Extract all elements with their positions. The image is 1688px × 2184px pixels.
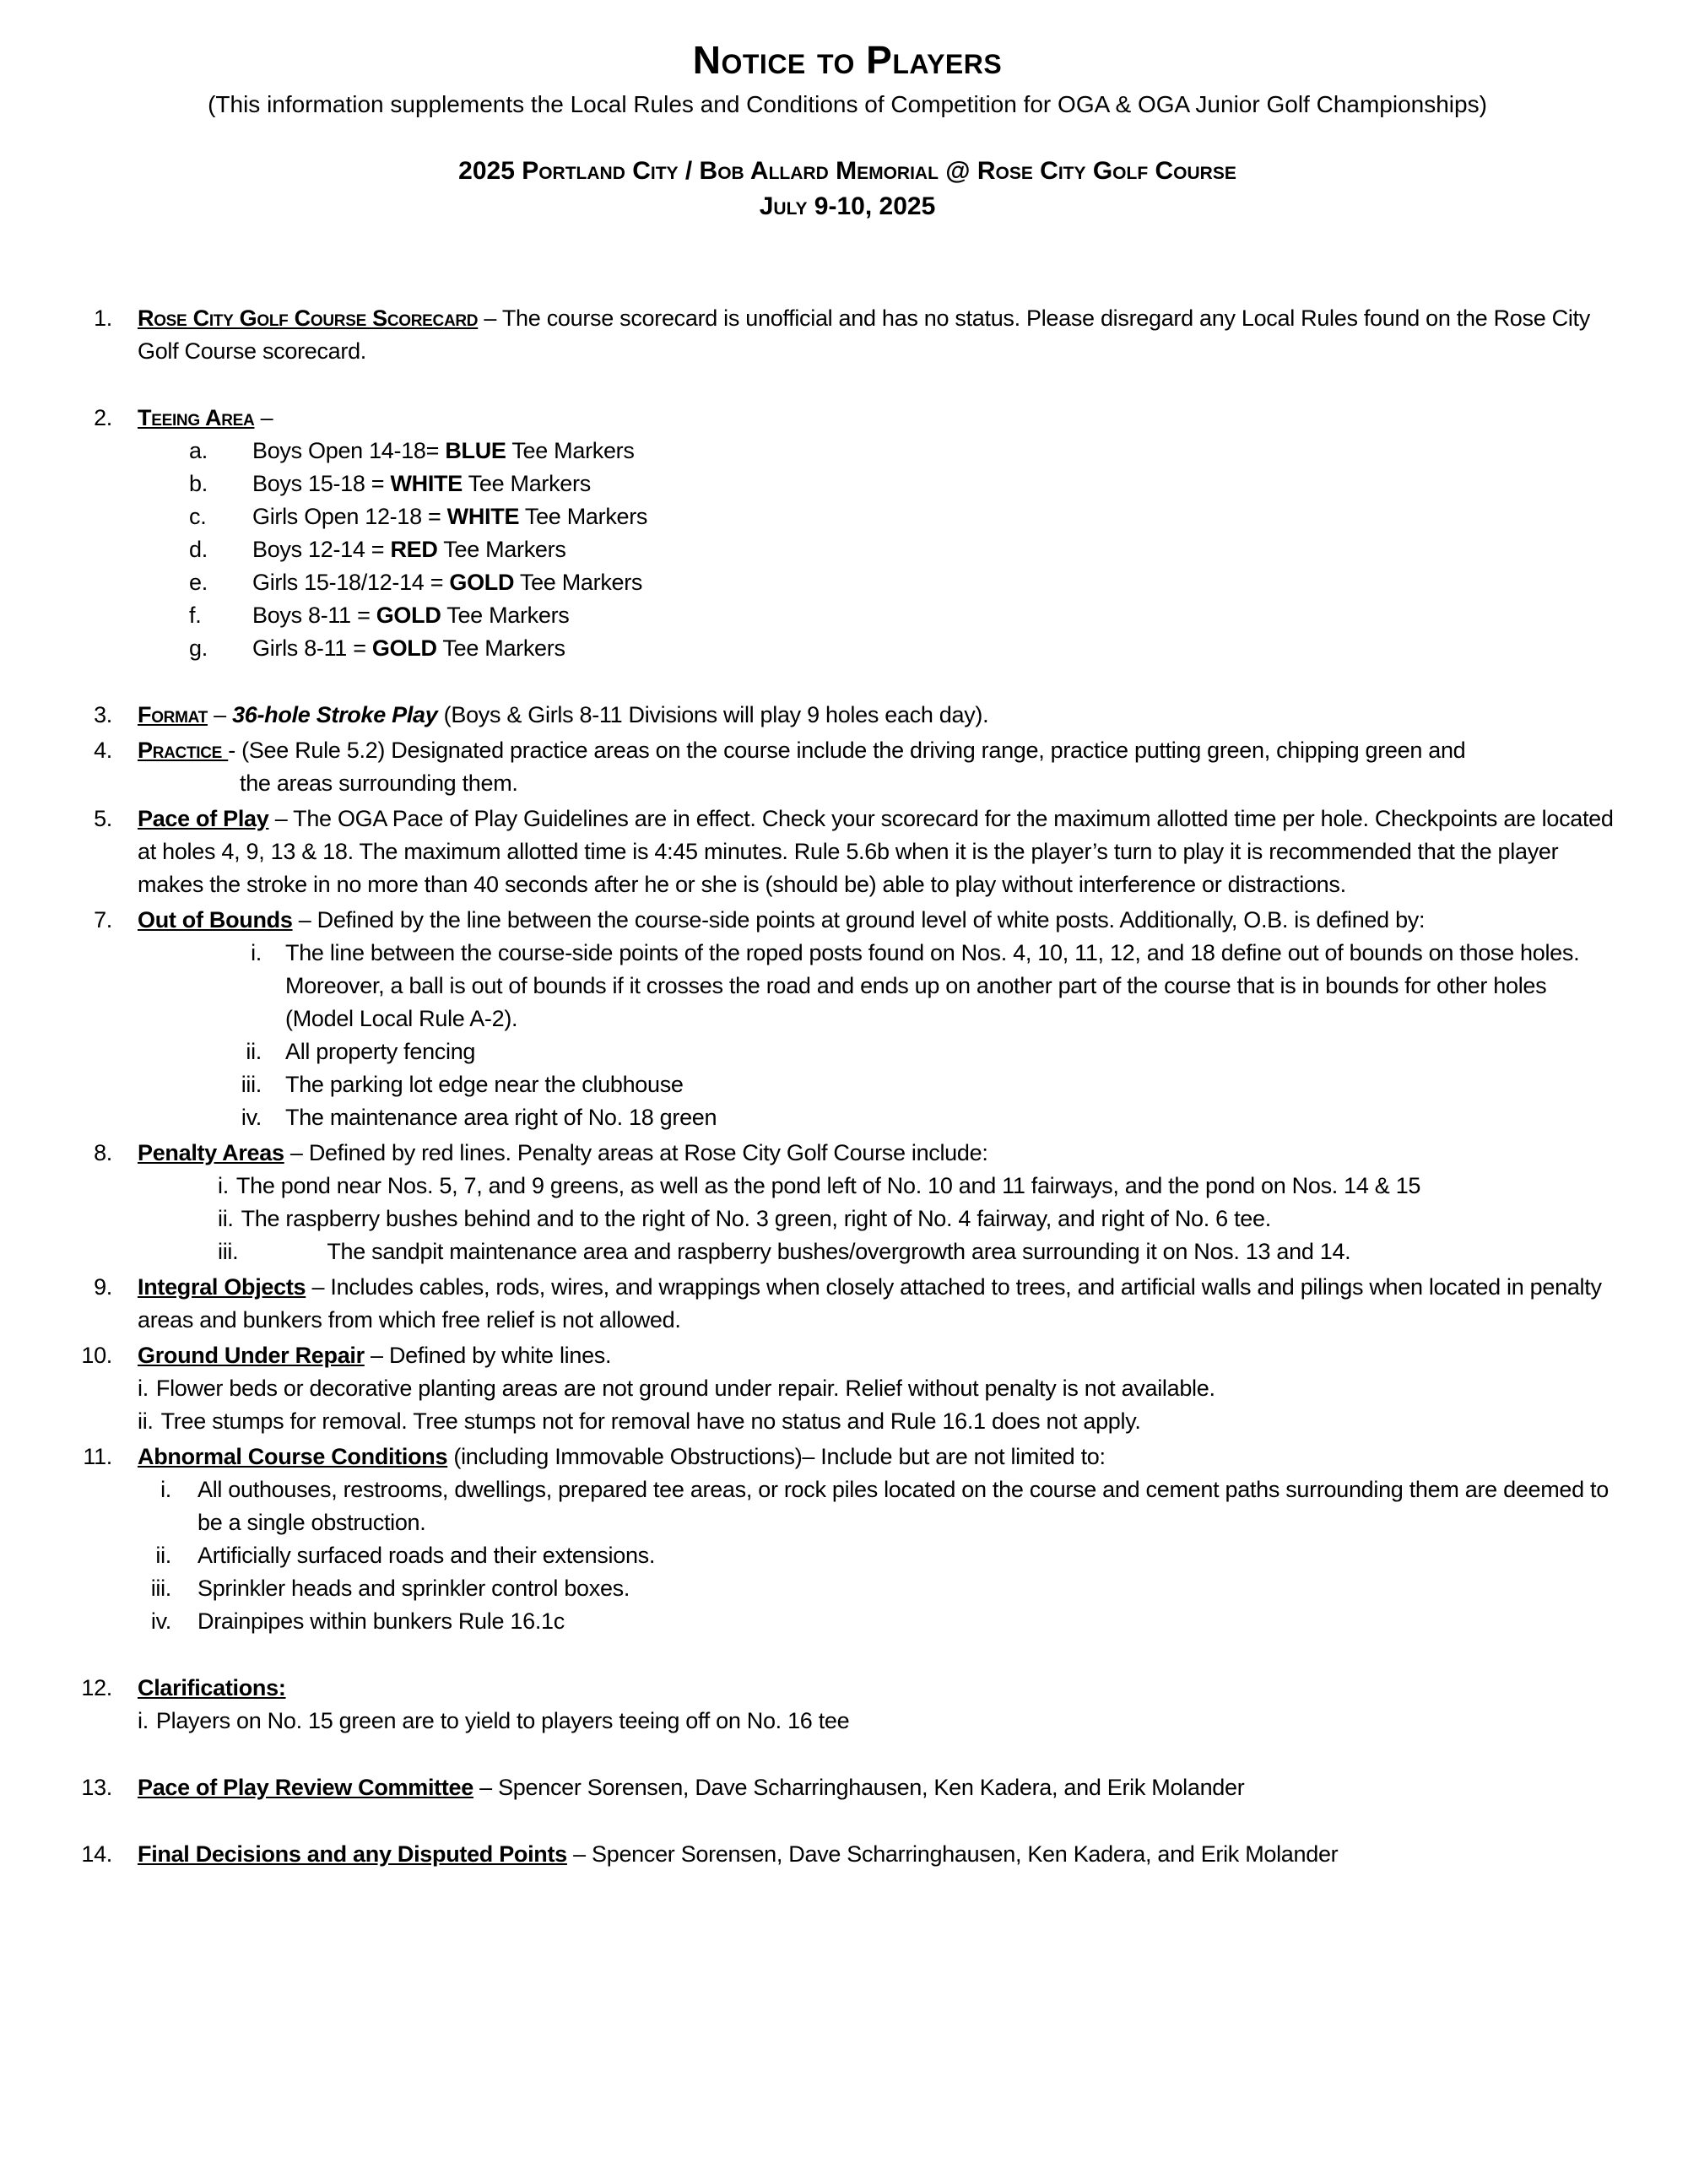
document-header bbox=[74, 37, 1620, 221]
item-heading-line bbox=[138, 734, 1620, 767]
rule-item-practice bbox=[74, 734, 1620, 800]
tee-suffix: Tee Markers bbox=[462, 471, 591, 496]
item-number: 9. bbox=[94, 1274, 112, 1300]
sub-item-marker: iv. bbox=[150, 1608, 171, 1634]
sub-item-marker: iii. bbox=[150, 1576, 171, 1601]
item-content bbox=[138, 1137, 1620, 1268]
penalty-sub-ii bbox=[218, 1203, 1620, 1235]
rule-item-scorecard bbox=[74, 302, 1620, 368]
item-content bbox=[138, 302, 1620, 368]
item-text: – The course scorecard is unofficial and has no status. Please disregard any Local Rules found on the Rose City Golf Course scorecard. bbox=[138, 305, 1590, 364]
sub-item-marker: g. bbox=[189, 635, 208, 661]
sub-item-marker: i. bbox=[218, 1173, 229, 1198]
item-dash: – bbox=[207, 702, 233, 727]
item-text: - (See Rule 5.2) Designated practice areas on the course include the driving range, practice putting green, chipping green and bbox=[228, 738, 1466, 763]
item-heading-line bbox=[138, 904, 1620, 937]
rule-item-final-decisions bbox=[74, 1838, 1620, 1871]
item-text: (including Immovable Obstructions)– Include but are not limited to: bbox=[447, 1444, 1106, 1469]
sub-item-text bbox=[252, 500, 1620, 533]
sub-item-text bbox=[252, 533, 1620, 566]
sub-item-text: Tree stumps for removal. Tree stumps not for removal have no status and Rule 16.1 does not apply. bbox=[160, 1408, 1141, 1434]
penalty-sub-iii bbox=[218, 1235, 1620, 1268]
gur-sub-i bbox=[138, 1372, 1620, 1405]
item-content bbox=[138, 904, 1620, 1134]
item-text: – Includes cables, rods, wires, and wrappings when closely attached to trees, and artificial walls and pilings when located in penalty areas and bunkers from which free relief is not allowed. bbox=[138, 1274, 1602, 1333]
acc-sub-iii bbox=[138, 1572, 1620, 1605]
item-number: 13. bbox=[81, 1775, 112, 1800]
item-heading: Teeing Area bbox=[138, 405, 255, 430]
sub-item-text: The maintenance area right of No. 18 green bbox=[285, 1105, 717, 1130]
sub-item-marker: c. bbox=[189, 504, 207, 529]
tee-suffix: Tee Markers bbox=[437, 537, 566, 562]
item-text: – Spencer Sorensen, Dave Scharringhausen, Ken Kadera, and Erik Molander bbox=[566, 1841, 1339, 1867]
item-text-continued: the areas surrounding them. bbox=[240, 770, 518, 796]
tee-group: Boys 8-11 = bbox=[252, 603, 376, 628]
item-text: – Defined by white lines. bbox=[364, 1343, 612, 1368]
item-content bbox=[138, 1771, 1620, 1804]
tee-color: WHITE bbox=[446, 504, 520, 529]
sub-item-text: Players on No. 15 green are to yield to players teeing off on No. 16 tee bbox=[155, 1708, 850, 1733]
tee-group: Girls Open 12-18 = bbox=[252, 504, 447, 529]
rule-item-penalty-areas bbox=[74, 1137, 1620, 1268]
tee-color: GOLD bbox=[376, 603, 441, 628]
item-heading-line bbox=[138, 1137, 1620, 1170]
item-heading: Pace of Play bbox=[138, 806, 269, 831]
item-text: – Spencer Sorensen, Dave Scharringhausen, Ken Kadera, and Erik Molander bbox=[473, 1775, 1245, 1800]
acc-sub-iv bbox=[138, 1605, 1620, 1638]
item-emphasis: 36-hole Stroke Play bbox=[232, 702, 438, 727]
sub-item-text bbox=[252, 632, 1620, 665]
penalty-sub-i bbox=[218, 1170, 1620, 1203]
tee-suffix: Tee Markers bbox=[519, 504, 648, 529]
tee-marker-row-f bbox=[138, 599, 1620, 632]
item-heading: Clarifications: bbox=[138, 1675, 286, 1700]
tee-group: Boys Open 14-18= bbox=[252, 438, 446, 463]
tee-marker-row-c bbox=[138, 500, 1620, 533]
event-title: 2025 Portland City / Bob Allard Memorial @ Rose City Golf Course bbox=[458, 157, 1236, 185]
tee-suffix: Tee Markers bbox=[436, 635, 565, 661]
oob-sub-iv bbox=[138, 1101, 1620, 1134]
sub-item-marker: i. bbox=[160, 1477, 171, 1502]
oob-sub-ii bbox=[138, 1035, 1620, 1068]
tee-marker-row-b bbox=[138, 468, 1620, 500]
sub-item-text bbox=[252, 468, 1620, 500]
sub-item-text: The sandpit maintenance area and raspberry bushes/overgrowth area surrounding it on Nos. 13 and 14. bbox=[327, 1239, 1351, 1264]
gur-sub-ii bbox=[138, 1405, 1620, 1438]
rule-item-pace-review-committee bbox=[74, 1771, 1620, 1804]
item-text: – bbox=[254, 405, 273, 430]
document-subtitle: (This information supplements the Local Rules and Conditions of Competition for OGA & OGA Junior Golf Championships) bbox=[208, 91, 1487, 117]
oob-sub-iii bbox=[138, 1068, 1620, 1101]
item-number: 8. bbox=[94, 1140, 112, 1165]
event-date: July 9-10, 2025 bbox=[759, 192, 936, 220]
item-content bbox=[138, 699, 1620, 732]
item-text: – Defined by red lines. Penalty areas at Rose City Golf Course include: bbox=[284, 1140, 988, 1165]
item-heading: Integral Objects bbox=[138, 1274, 306, 1300]
sub-item-marker: ii. bbox=[138, 1408, 154, 1434]
rule-item-pace-of-play bbox=[74, 803, 1620, 901]
item-content bbox=[138, 734, 1620, 800]
item-number: 1. bbox=[94, 305, 112, 331]
tee-group: Boys 15-18 = bbox=[252, 471, 391, 496]
item-content bbox=[138, 402, 1620, 665]
sub-item-text bbox=[252, 566, 1620, 599]
sub-item-marker: iii. bbox=[241, 1072, 262, 1097]
rule-item-out-of-bounds bbox=[74, 904, 1620, 1134]
sub-item-text: The line between the course-side points of the roped posts found on Nos. 4, 10, 11, 12, and 18 define out of bounds on those holes. Moreover, a ball is out of bounds if it crosses the road and ends up on another part of the course that is in bounds for other holes (Model Local Rule A-2). bbox=[285, 940, 1580, 1031]
item-heading-line bbox=[138, 1441, 1620, 1473]
rule-item-ground-under-repair bbox=[74, 1339, 1620, 1438]
sub-item-text bbox=[252, 435, 1620, 468]
oob-sub-i bbox=[138, 937, 1620, 1035]
rule-item-format bbox=[74, 699, 1620, 732]
item-number: 7. bbox=[94, 907, 112, 933]
item-number: 14. bbox=[81, 1841, 112, 1867]
rule-item-clarifications bbox=[74, 1672, 1620, 1738]
sub-item-marker: i. bbox=[138, 1708, 149, 1733]
sub-item-marker: i. bbox=[138, 1376, 149, 1401]
item-content bbox=[138, 1838, 1620, 1871]
item-number: 11. bbox=[83, 1444, 112, 1469]
sub-item-text: All property fencing bbox=[285, 1039, 476, 1064]
sub-item-marker: b. bbox=[189, 471, 208, 496]
item-heading: Format bbox=[138, 702, 208, 727]
sub-item-text: Sprinkler heads and sprinkler control boxes. bbox=[197, 1576, 630, 1601]
tee-marker-row-d bbox=[138, 533, 1620, 566]
rule-item-teeing-area bbox=[74, 402, 1620, 665]
item-text: (Boys & Girls 8-11 Divisions will play 9 holes each day). bbox=[437, 702, 989, 727]
item-number: 3. bbox=[94, 702, 112, 727]
tee-suffix: Tee Markers bbox=[506, 438, 635, 463]
item-number: 5. bbox=[94, 806, 112, 831]
sub-item-marker: e. bbox=[189, 570, 208, 595]
item-number: 4. bbox=[94, 738, 112, 763]
document-title: Notice to Players bbox=[692, 38, 1003, 82]
sub-item-marker: a. bbox=[189, 438, 208, 463]
item-heading: Penalty Areas bbox=[138, 1140, 284, 1165]
item-heading: Rose City Golf Course Scorecard bbox=[138, 305, 479, 331]
tee-marker-row-g bbox=[138, 632, 1620, 665]
rule-item-integral-objects bbox=[74, 1271, 1620, 1337]
item-heading: Final Decisions and any Disputed Points bbox=[138, 1841, 567, 1867]
item-text: – The OGA Pace of Play Guidelines are in effect. Check your scorecard for the maximum allotted time per hole. Checkpoints are located at holes 4, 9, 13 & 18. The maximum allotted time is 4:45 minutes. Rule 5.6b when it is the player’s turn to play it is recommended that the player makes the stroke in no more than 40 seconds after he or she is (should be) able to play without interference or distractions. bbox=[138, 806, 1614, 897]
item-text: – Defined by the line between the course-side points at ground level of white posts. Additionally, O.B. is defined by: bbox=[292, 907, 1426, 933]
sub-item-marker: f. bbox=[189, 603, 202, 628]
sub-item-text: Flower beds or decorative planting areas are not ground under repair. Relief without penalty is not available. bbox=[155, 1376, 1215, 1401]
sub-item-text bbox=[252, 599, 1620, 632]
tee-suffix: Tee Markers bbox=[441, 603, 570, 628]
rule-item-abnormal-course-conditions bbox=[74, 1441, 1620, 1638]
item-heading: Ground Under Repair bbox=[138, 1343, 365, 1368]
tee-color: RED bbox=[390, 537, 438, 562]
sub-item-text: The raspberry bushes behind and to the right of No. 3 green, right of No. 4 fairway, and right of No. 6 tee. bbox=[241, 1206, 1271, 1231]
item-content bbox=[138, 1271, 1620, 1337]
sub-item-marker: iv. bbox=[241, 1105, 262, 1130]
tee-color: GOLD bbox=[371, 635, 437, 661]
item-heading: Pace of Play Review Committee bbox=[138, 1775, 473, 1800]
sub-item-text: All outhouses, restrooms, dwellings, prepared tee areas, or rock piles located on the course and cement paths surrounding them are deemed to be a single obstruction. bbox=[197, 1477, 1609, 1535]
item-content bbox=[138, 1339, 1620, 1438]
item-heading: Abnormal Course Conditions bbox=[138, 1444, 448, 1469]
sub-item-text: Drainpipes within bunkers Rule 16.1c bbox=[197, 1608, 565, 1634]
tee-marker-row-a bbox=[138, 435, 1620, 468]
sub-item-text: The parking lot edge near the clubhouse bbox=[285, 1072, 684, 1097]
acc-sub-ii bbox=[138, 1539, 1620, 1572]
item-content bbox=[138, 803, 1620, 901]
item-content bbox=[138, 1441, 1620, 1638]
tee-suffix: Tee Markers bbox=[514, 570, 643, 595]
item-heading-line bbox=[138, 402, 1620, 435]
clarification-sub-i bbox=[138, 1705, 1620, 1738]
acc-sub-i bbox=[138, 1473, 1620, 1539]
rules-list bbox=[74, 302, 1620, 1871]
tee-group: Girls 15-18/12-14 = bbox=[252, 570, 450, 595]
sub-item-marker: ii. bbox=[155, 1543, 171, 1568]
tee-color: BLUE bbox=[445, 438, 506, 463]
sub-item-marker: ii. bbox=[246, 1039, 262, 1064]
sub-item-text: Artificially surfaced roads and their extensions. bbox=[197, 1543, 656, 1568]
item-number: 2. bbox=[94, 405, 112, 430]
tee-group: Boys 12-14 = bbox=[252, 537, 391, 562]
item-heading-line bbox=[138, 1672, 1620, 1705]
item-heading: Out of Bounds bbox=[138, 907, 293, 933]
sub-item-marker: ii. bbox=[218, 1206, 234, 1231]
item-content bbox=[138, 1672, 1620, 1738]
item-number: 10. bbox=[81, 1343, 112, 1368]
sub-item-text: The pond near Nos. 5, 7, and 9 greens, as well as the pond left of No. 10 and 11 fairways, and the pond on Nos. 14 & 15 bbox=[235, 1173, 1421, 1198]
tee-color: WHITE bbox=[390, 471, 463, 496]
item-number: 12. bbox=[81, 1675, 112, 1700]
tee-color: GOLD bbox=[449, 570, 515, 595]
tee-group: Girls 8-11 = bbox=[252, 635, 372, 661]
sub-item-marker: iii. bbox=[218, 1239, 239, 1264]
item-heading: Practice bbox=[138, 738, 229, 763]
sub-item-marker: i. bbox=[251, 940, 262, 965]
item-heading-line bbox=[138, 1339, 1620, 1372]
sub-item-marker: d. bbox=[189, 537, 208, 562]
tee-marker-row-e bbox=[138, 566, 1620, 599]
